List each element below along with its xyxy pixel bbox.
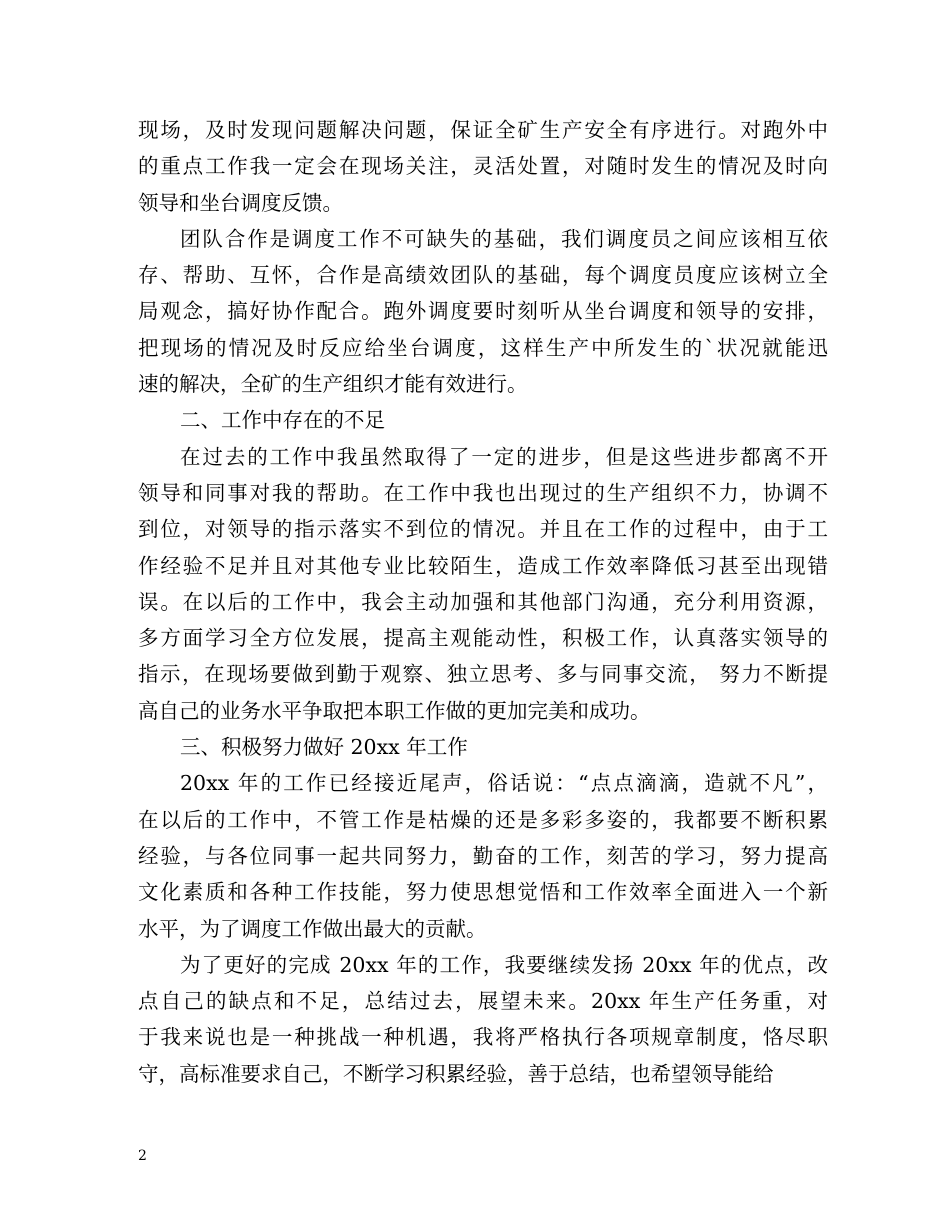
text-line: 领导和同事对我的帮助。在工作中我也出现过的生产组织不力，协调不 — [138, 480, 828, 505]
text-line: 领导和坐台调度反馈。 — [138, 190, 343, 215]
text-line: 误。在以后的工作中，我会主动加强和其他部门沟通，充分利用资源， — [138, 589, 828, 614]
text-line: 现场，及时发现问题解决问题，保证全矿生产安全有序进行。对跑外中 — [138, 118, 828, 142]
text-line: 点自己的缺点和不足，总结过去，展望未来。20xx 年生产任务重，对 — [138, 989, 828, 1014]
text-line: 团队合作是调度工作不可缺失的基础，我们调度员之间应该相互依 — [180, 226, 828, 251]
text-line: 守，高标准要求自己，不断学习积累经验，善于总结，也希望领导能给 — [138, 1061, 774, 1086]
text-line: 水平，为了调度工作做出最大的贡献。 — [138, 916, 487, 941]
text-line: 为了更好的完成 20xx 年的工作，我要继续发扬 20xx 年的优点，改 — [180, 952, 828, 977]
document-body — [138, 112, 828, 1092]
text-line: 存、帮助、互怀，合作是高绩效团队的基础，每个调度员度应该树立全 — [138, 263, 828, 288]
text-line: 指示，在现场要做到勤于观察、独立思考、多与同事交流， 努力不断提 — [138, 662, 828, 687]
text-line: 文化素质和各种工作技能，努力使思想觉悟和工作效率全面进入一个新 — [138, 880, 828, 905]
text-line: 20xx 年的工作已经接近尾声，俗话说：“点点滴滴，造就不凡”， — [180, 771, 828, 796]
text-line: 二、工作中存在的不足 — [180, 408, 385, 433]
text-line: 经验，与各位同事一起共同努力，勤奋的工作，刻苦的学习，努力提高 — [138, 843, 828, 868]
text-line: 到位，对领导的指示落实不到位的情况。并且在工作的过程中，由于工 — [138, 517, 828, 542]
text-line: 速的解决，全矿的生产组织才能有效进行。 — [138, 372, 528, 397]
text-line: 高自己的业务水平争取把本职工作做的更加完美和成功。 — [138, 698, 651, 723]
text-line: 在以后的工作中，不管工作是枯燥的还是多彩多姿的，我都要不断积累 — [138, 807, 828, 832]
text-line: 局观念，搞好协作配合。跑外调度要时刻听从坐台调度和领导的安排， — [138, 299, 828, 324]
text-line: 作经验不足并且对其他专业比较陌生，造成工作效率降低习甚至出现错 — [138, 553, 828, 578]
text-line: 于我来说也是一种挑战一种机遇，我将严格执行各项规章制度，恪尽职 — [138, 1025, 828, 1050]
page-number: 2 — [138, 1148, 147, 1164]
text-line: 把现场的情况及时反应给坐台调度，这样生产中所发生的`状况就能迅 — [138, 335, 828, 360]
text-line: 多方面学习全方位发展，提高主观能动性，积极工作，认真落实领导的 — [138, 626, 828, 651]
text-line: 在过去的工作中我虽然取得了一定的进步，但是这些进步都离不开 — [180, 444, 828, 469]
text-line: 三、积极努力做好 20xx 年工作 — [180, 735, 468, 760]
text-line: 的重点工作我一定会在现场关注，灵活处置，对随时发生的情况及时向 — [138, 154, 828, 179]
